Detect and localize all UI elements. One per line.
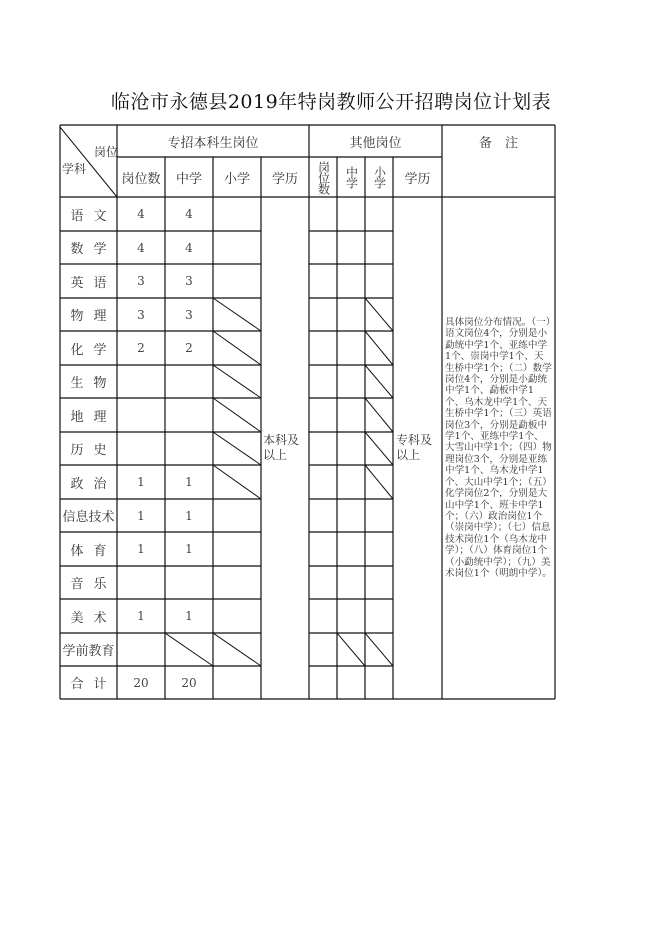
header-undergrad-education: 学历 [271,171,298,187]
other-education-value: 专科及以上 [396,433,433,462]
subject-cell: 音乐 [70,577,117,592]
undergrad-count-cell: 4 [137,240,145,255]
subject-cell: 历史 [70,443,117,458]
subject-cell: 语文 [70,208,117,224]
header-undergrad-count: 岗位数 [121,171,161,187]
undergrad-education-value: 本科及以上 [263,433,300,462]
undergrad-middle-cell: 2 [185,341,193,355]
undergrad-count-cell: 3 [137,274,145,288]
header-corner-post: 岗位 [93,144,118,159]
undergrad-count-cell: 3 [137,307,145,322]
subject-cell: 学前教育 [62,644,115,659]
undergrad-middle-cell: 1 [185,508,193,523]
undergrad-count-cell: 2 [137,341,145,355]
header-other-primary: 小学 [372,166,387,188]
subject-cell: 政治 [70,476,117,492]
subject-cell: 合计 [70,677,117,692]
undergrad-count-cell: 20 [133,675,149,690]
header-other-count: 岗位数 [316,160,331,194]
subject-cell: 地理 [70,409,117,425]
remarks-text: 具体岗位分布情况。（一）语文岗位4个，分别是小勐统中学1个、亚练中学1个、崇岗中学1个、天生桥中学1个；（二）数学岗位4个，分别是小勐统中学1个、勐板中学1个、乌木龙中学1个、天生桥中学1个；（三）英语岗位3个，分别是勐板中学1个、亚练中学1个、大雪山中学1个；（四）物理岗位3个，分别是亚练中学1个、乌木龙中学1个、大山中学1个；（五）化学岗位2个，分别是大山中学1个、班卡中学1个；（六）政治岗位1个（崇岗中学）；（七）信息技术岗位1个（乌木龙中学）；（八）体育岗位1个（小勐统中学）；（九）美术岗位1个（明朗中学）。 [445,317,552,579]
subject-cell: 生物 [70,376,117,391]
header-other-education: 学历 [404,171,431,187]
subject-cell: 英语 [70,275,117,291]
subject-cell: 数学 [70,242,117,257]
undergrad-count-cell: 1 [137,508,145,523]
header-group-undergrad: 专招本科生岗位 [167,135,259,151]
header-undergrad-primary: 小学 [223,171,250,187]
undergrad-count-cell: 1 [137,542,145,556]
undergrad-middle-cell: 3 [185,274,193,288]
header-undergrad-middle: 中学 [175,171,202,187]
subject-cell: 化学 [70,342,117,358]
undergrad-middle-cell: 3 [185,307,193,322]
undergrad-count-cell: 1 [137,475,145,489]
subject-cell: 体育 [70,543,117,559]
subject-cell: 信息技术 [62,510,115,525]
undergrad-middle-cell: 4 [185,240,193,255]
undergrad-middle-cell: 4 [185,207,193,221]
undergrad-middle-cell: 1 [185,475,193,489]
undergrad-count-cell: 4 [137,207,145,221]
subject-cell: 物理 [70,309,117,324]
header-corner-subject: 学科 [62,161,87,176]
header-other-middle: 中学 [344,166,359,188]
undergrad-middle-cell: 1 [185,609,193,623]
header-remarks: 备 注 [478,135,518,151]
subject-cell: 美术 [70,610,117,626]
header-group-other: 其他岗位 [349,135,402,151]
page-title: 临沧市永德县2019年特岗教师公开招聘岗位计划表 [110,91,552,113]
undergrad-middle-cell: 20 [181,675,197,690]
undergrad-middle-cell: 1 [185,542,193,556]
undergrad-count-cell: 1 [137,609,145,623]
